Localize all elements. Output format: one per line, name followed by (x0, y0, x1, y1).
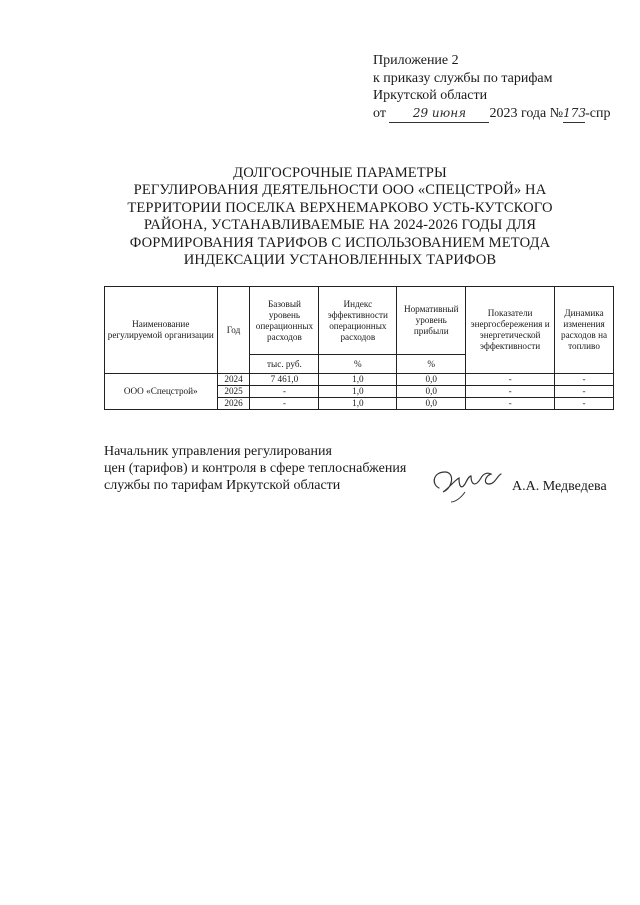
fuel-cell: - (555, 398, 614, 410)
title-line: ТЕРРИТОРИИ ПОСЕЛКА ВЕРХНЕМАРКОВО УСТЬ-КУТСКОГО (127, 199, 553, 216)
signatory-name: А.А. Медведева (512, 479, 607, 494)
appendix-date-line (373, 105, 611, 124)
document-title (100, 165, 580, 269)
title-line: ФОРМИРОВАНИЯ ТАРИФОВ С ИСПОЛЬЗОВАНИЕМ МЕТОДА (129, 234, 551, 251)
fuel-cell: - (555, 386, 614, 398)
index-cell: 1,0 (319, 374, 397, 386)
year-cell: 2025 (217, 386, 250, 398)
parameters-table (104, 286, 614, 410)
appendix-region-line: Иркутской области (373, 88, 488, 103)
header-base-level: Базовый уровень операционных расходов (250, 287, 319, 355)
header-profit-level: Нормативный уровень прибыли (397, 287, 466, 355)
header-efficiency-index: Индекс эффективности операционных расходов (319, 287, 397, 355)
unit-index: % (319, 355, 397, 374)
unit-base: тыс. руб. (250, 355, 319, 374)
energy-cell: - (466, 386, 555, 398)
header-fuel-dynamics: Динамика изменения расходов на топливо (555, 287, 614, 374)
org-name-cell: ООО «Спецстрой» (105, 374, 218, 410)
unit-profit: % (397, 355, 466, 374)
year-cell: 2024 (217, 374, 250, 386)
table-row (105, 374, 614, 386)
signatory-position-line: службы по тарифам Иркутской области (104, 478, 341, 493)
index-cell: 1,0 (319, 398, 397, 410)
handwritten-date: 29 июня (389, 105, 489, 124)
profit-cell: 0,0 (397, 374, 466, 386)
base-cell: - (250, 386, 319, 398)
date-prefix: от (373, 105, 386, 121)
signatory-position-line: цен (тарифов) и контроля в сфере теплоснабжения (104, 461, 407, 476)
energy-cell: - (466, 374, 555, 386)
year-cell: 2026 (217, 398, 250, 410)
signatory-position-line: Начальник управления регулирования (104, 444, 332, 459)
header-year: Год (217, 287, 250, 374)
appendix-block (373, 52, 611, 123)
handwritten-number: 173 (563, 105, 585, 124)
handwritten-signature (425, 458, 505, 506)
year-text: 2023 года № (489, 105, 564, 121)
fuel-cell: - (555, 374, 614, 386)
number-suffix: -спр (585, 105, 611, 121)
energy-cell: - (466, 398, 555, 410)
base-cell: 7 461,0 (250, 374, 319, 386)
header-energy-indicators: Показатели энергосбережения и энергетической эффективности (466, 287, 555, 374)
appendix-title: Приложение 2 (373, 53, 459, 68)
profit-cell: 0,0 (397, 398, 466, 410)
title-line: ДОЛГОСРОЧНЫЕ ПАРАМЕТРЫ (233, 165, 447, 181)
signatory-block (104, 443, 406, 494)
title-line: РЕГУЛИРОВАНИЯ ДЕЯТЕЛЬНОСТИ ООО «СПЕЦСТРОЙ» НА (133, 182, 547, 199)
profit-cell: 0,0 (397, 386, 466, 398)
title-line: РАЙОНА, УСТАНАВЛИВАЕМЫЕ НА 2024-2026 ГОДЫ ДЛЯ (143, 217, 537, 234)
index-cell: 1,0 (319, 386, 397, 398)
base-cell: - (250, 398, 319, 410)
header-organization: Наименование регулируемой организации (105, 287, 218, 374)
title-line: ИНДЕКСАЦИИ УСТАНОВЛЕННЫХ ТАРИФОВ (183, 252, 497, 269)
appendix-order-line: к приказу службы по тарифам (373, 70, 553, 86)
